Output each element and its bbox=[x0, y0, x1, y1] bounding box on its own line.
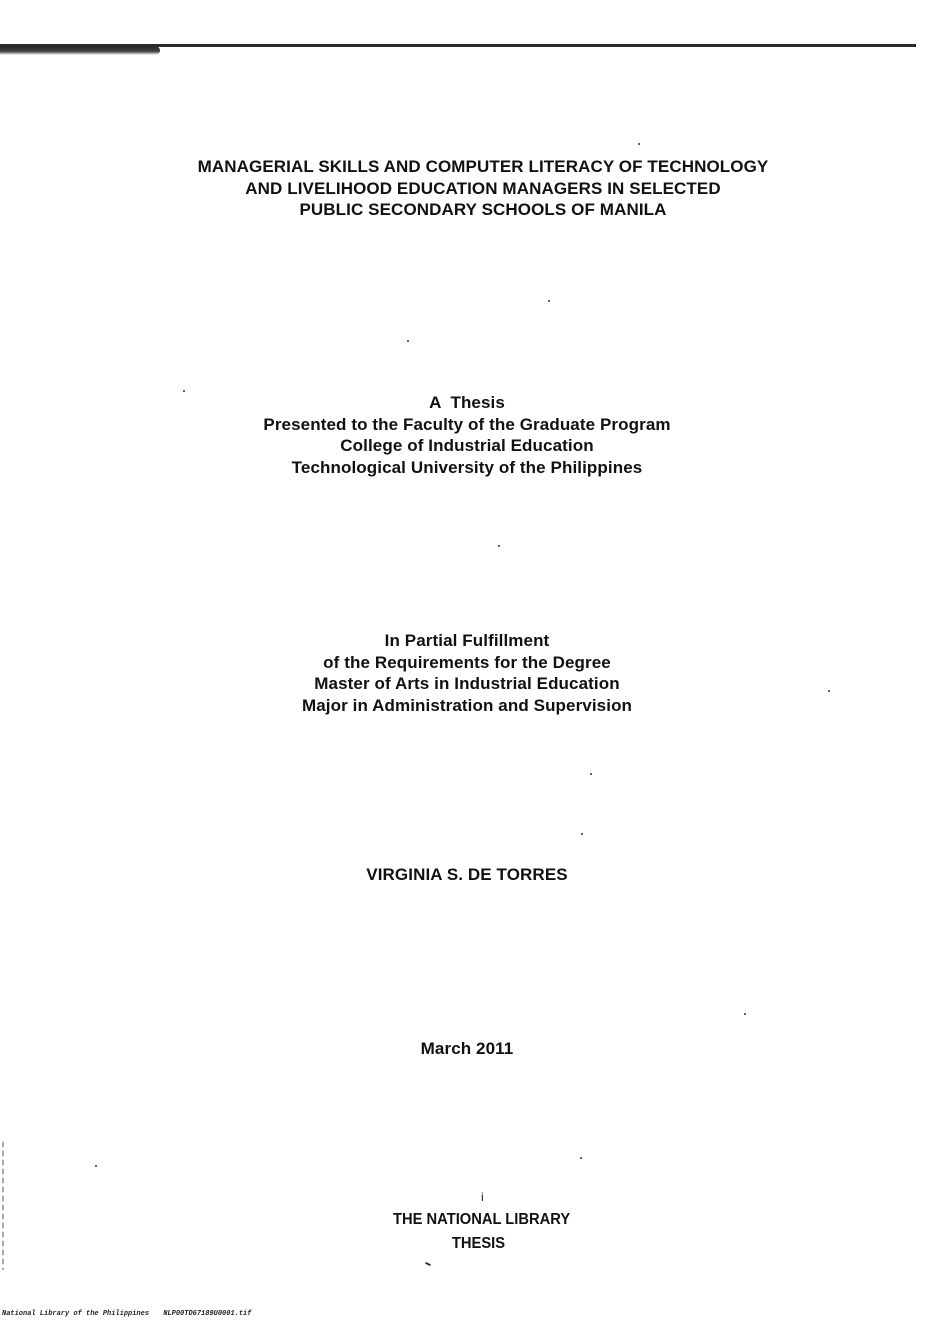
degree-line: Master of Arts in Industrial Education bbox=[314, 674, 620, 693]
scan-speck bbox=[638, 143, 640, 145]
scan-speck bbox=[498, 545, 500, 547]
scan-speck bbox=[744, 1013, 746, 1015]
scan-top-smudge bbox=[0, 46, 160, 55]
scan-speck bbox=[580, 1157, 582, 1159]
presentation-line: Technological University of the Philippines bbox=[291, 457, 643, 477]
scan-speck bbox=[407, 340, 409, 342]
scan-footer bbox=[2, 1310, 251, 1318]
degree-line: Major in Administration and Supervision bbox=[301, 695, 633, 715]
submission-date: March 2011 bbox=[420, 1039, 514, 1058]
scan-edge-noise bbox=[2, 1140, 4, 1270]
scan-speck bbox=[828, 690, 830, 692]
thesis-title-line: MANAGERIAL SKILLS AND COMPUTER LITERACY OF TECHNOLOGY bbox=[197, 157, 769, 176]
thesis-title-line: PUBLIC SECONDARY SCHOOLS OF MANILA bbox=[299, 200, 667, 219]
national-library-stamp bbox=[393, 1208, 570, 1256]
scan-speck bbox=[183, 390, 185, 392]
thesis-title-line: AND LIVELIHOOD EDUCATION MANAGERS IN SELECTED bbox=[245, 178, 721, 198]
scan-speck bbox=[548, 300, 550, 302]
presentation-line: College of Industrial Education bbox=[340, 436, 594, 455]
scan-speck bbox=[425, 1262, 431, 1266]
scan-speck bbox=[590, 773, 592, 775]
presentation-statement bbox=[0, 392, 934, 478]
author-name: VIRGINIA S. DE TORRES bbox=[366, 865, 568, 884]
scan-speck bbox=[95, 1165, 97, 1167]
degree-line: of the Requirements for the Degree bbox=[323, 652, 611, 672]
stamp-thesis-label: THESIS bbox=[451, 1235, 506, 1252]
degree-statement bbox=[0, 630, 934, 716]
degree-line: In Partial Fulfillment bbox=[384, 631, 550, 650]
scan-speck bbox=[581, 833, 583, 835]
presentation-line: Presented to the Faculty of the Graduate Program bbox=[263, 414, 671, 434]
footer-file-ref: NLP00TD67189U0001.tif bbox=[163, 1310, 252, 1318]
footer-source: National Library of the Philippines bbox=[2, 1310, 150, 1318]
page-number: i bbox=[481, 1190, 484, 1204]
stamp-library-name: THE NATIONAL LIBRARY bbox=[393, 1211, 571, 1228]
thesis-title bbox=[16, 156, 934, 221]
presentation-line: A Thesis bbox=[429, 393, 505, 412]
